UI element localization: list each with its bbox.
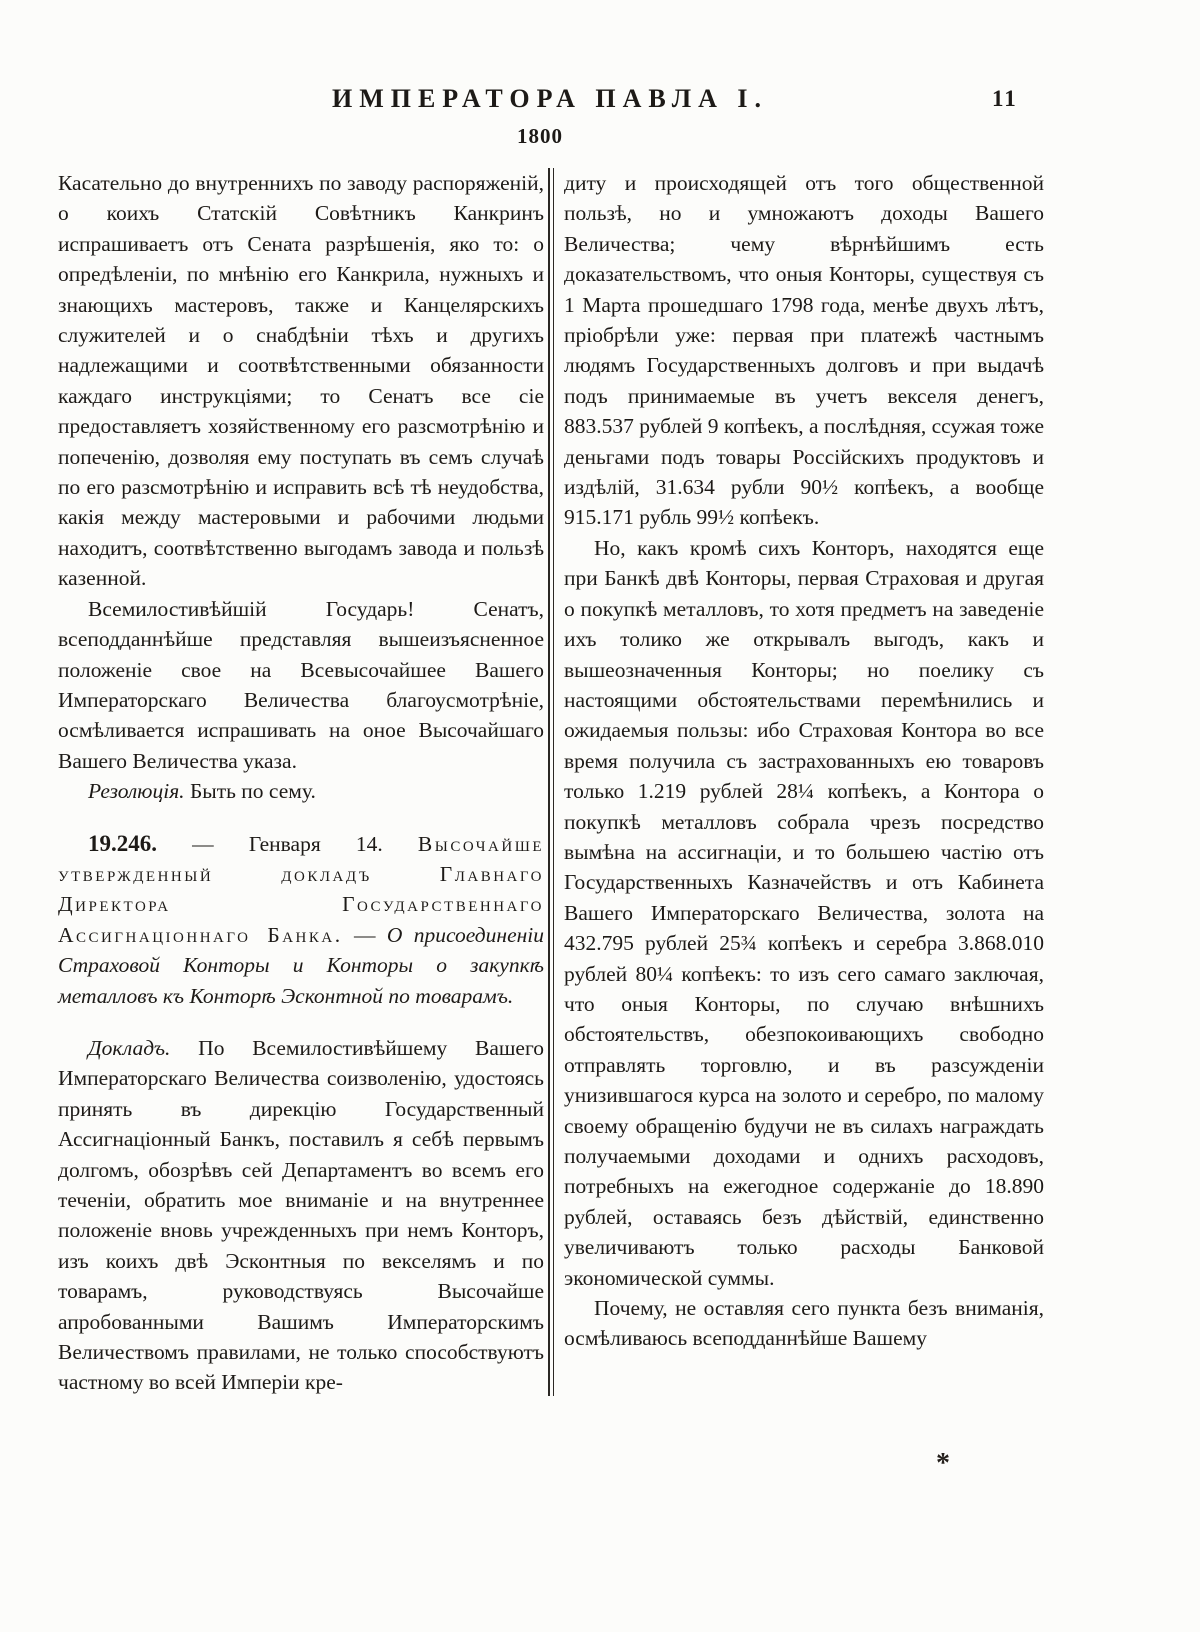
text-run-normal: диту и происходящей отъ того общественной пользѣ, но и умножаютъ доходы Вашего Величества; чему вѣрнѣйшимъ есть доказательствомъ, что оныя Конторы, существуя съ 1 Марта прошедшаго 1798 года, менѣе двухъ лѣтъ, пріобрѣли уже: первая при платежѣ частнымъ людямъ Государственныхъ долговъ и при выдачѣ подъ принимаемые въ учетъ векселя денегъ, 883.537 рублей 9 копѣекъ, а послѣдняя, ссужая тоже деньгами подъ товары Россійскихъ продуктовъ и издѣлій, 31.634 рубли 90½ копѣекъ, а вообще 915.171 рубль 99½ копѣекъ. bbox=[564, 171, 1045, 530]
column-divider-rule bbox=[548, 168, 554, 1396]
text-run-normal: — bbox=[342, 922, 387, 947]
text-run-normal: Быть по сему. bbox=[184, 779, 316, 804]
text-run-bold: 19.246. bbox=[88, 830, 157, 856]
text-run-normal: Но, какъ кромѣ сихъ Конторъ, находятся еще при Банкѣ двѣ Конторы, первая Страховая и другая о покупкѣ металловъ, то хотя предметъ на заведеніе ихъ толико же открывалъ выгодъ, какъ и вышеозначенныя Конторы; но поелику съ настоящими обстоятельствами перемѣнились и ожидаемыя пользы: ибо Страховая Контора во все время получила съ застрахованныхъ ею товаровъ только 1.219 рублей 28¼ копѣекъ, а Контора о покупкѣ металловъ собрала чрезъ посредство вымѣна на ассигнаціи, и то большею частію отъ Государственныхъ Казначействъ и отъ Кабинета Вашего Императорскаго Величества, золота на 432.795 рублей 25¾ копѣекъ и серебра 3.868.010 рублей 80¼ копѣекъ: то изъ сего самаго заключая, что оныя Конторы, по случаю внѣшнихъ обстоятельствъ, обезпокоивающихъ свободно отправлять торговлю, и въ разсужденіи унизившагося курса на золото и серебро, по малому своему обращенію будучи не въ силахъ награждать получаемыми доходами и однихъ расходовъ, потребныхъ на ежегодное содержаніе до 18.890 рублей, оставаясь безъ дѣйствій, единственно увеличиваютъ только расходы Банковой экономической суммы. bbox=[564, 535, 1044, 1290]
paragraph bbox=[564, 168, 1044, 533]
text-run-normal: Почему, не оставляя сего пункта безъ вниманія, осмѣливаюсь всеподданнѣйше Вашему bbox=[564, 1296, 1044, 1351]
text-run-smallcaps: Высочайше утвержденный докладъ Главнаго Директора Государственнаго Ассигнаціоннаго Банка. bbox=[58, 831, 544, 947]
text-run-italic: Резолюція. bbox=[88, 779, 185, 804]
paragraph bbox=[564, 533, 1044, 1293]
page-number: 11 bbox=[992, 86, 1018, 111]
right-column bbox=[564, 168, 1044, 1354]
paragraph bbox=[564, 1293, 1044, 1354]
year-heading: 1800 bbox=[517, 124, 563, 148]
left-column bbox=[58, 168, 544, 1398]
signature-mark: * bbox=[936, 1448, 950, 1479]
text-run-italic: Докладъ. bbox=[88, 1035, 171, 1060]
paragraph bbox=[58, 776, 544, 806]
text-run-italic: О присоединеніи Страховой Конторы и Конторы о закупкѣ металловъ къ Конторѣ Эсконтной по товарамъ. bbox=[58, 922, 545, 1008]
text-run-normal: — Генваря 14. bbox=[157, 831, 418, 856]
paragraph bbox=[58, 168, 544, 594]
paragraph bbox=[58, 594, 544, 776]
text-run-normal: Всемилостивѣйшій Государь! Сенатъ, всеподданнѣйше представляя вышеизъясненное положеніе свое на Всевысочайшее Вашего Императорскаго Величества благоусмотрѣніе, осмѣливается испрашивать на оное Высочайшаго Вашего Величества указа. bbox=[58, 596, 544, 773]
text-run-normal: Касательно до внутреннихъ по заводу распоряженій, о коихъ Статскій Совѣтникъ Канкринъ испрашиваетъ отъ Сената разрѣшенія, яко то: о опредѣленіи, по мнѣнію его Канкрила, нужныхъ и знающихъ мастеровъ, также и Канцелярскихъ служителей и о снабдѣніи тѣхъ и другихъ надлежащими и соотвѣтственными обязанности каждаго инструкціями; то Сенатъ все сіе предоставляетъ хозяйственному его разсмотрѣнію и попеченію, дозволяя ему поступать въ семъ случаѣ по его разсмотрѣнію и исправить всѣ тѣ неудобства, какія между мастеровыми и рабочими людьми находитъ, соотвѣтственно выгодамъ завода и пользѣ казенной. bbox=[58, 171, 544, 591]
paragraph bbox=[58, 1033, 544, 1398]
paragraph bbox=[58, 829, 544, 1011]
text-run-normal: По Всемилостивѣйшему Вашего Императорскаго Величества соизволенію, удостоясь принять въ дирекцію Государственный Ассигнаціонный Банкъ, поставилъ я себѣ первымъ долгомъ, обозрѣвъ сей Департаментъ во всемъ его теченіи, обратить мое вниманіе и на внутреннее положеніе вновь учрежденныхъ при немъ Конторъ, изъ коихъ двѣ Эсконтныя по векселямъ и по товарамъ, руководствуясь Высочайше апробованными Вашимъ Императорскимъ Величествомъ правилами, не только способствуютъ частному во всей Имперіи кре- bbox=[58, 1035, 544, 1395]
running-title: ИМПЕРАТОРА ПАВЛА I. bbox=[331, 84, 769, 113]
